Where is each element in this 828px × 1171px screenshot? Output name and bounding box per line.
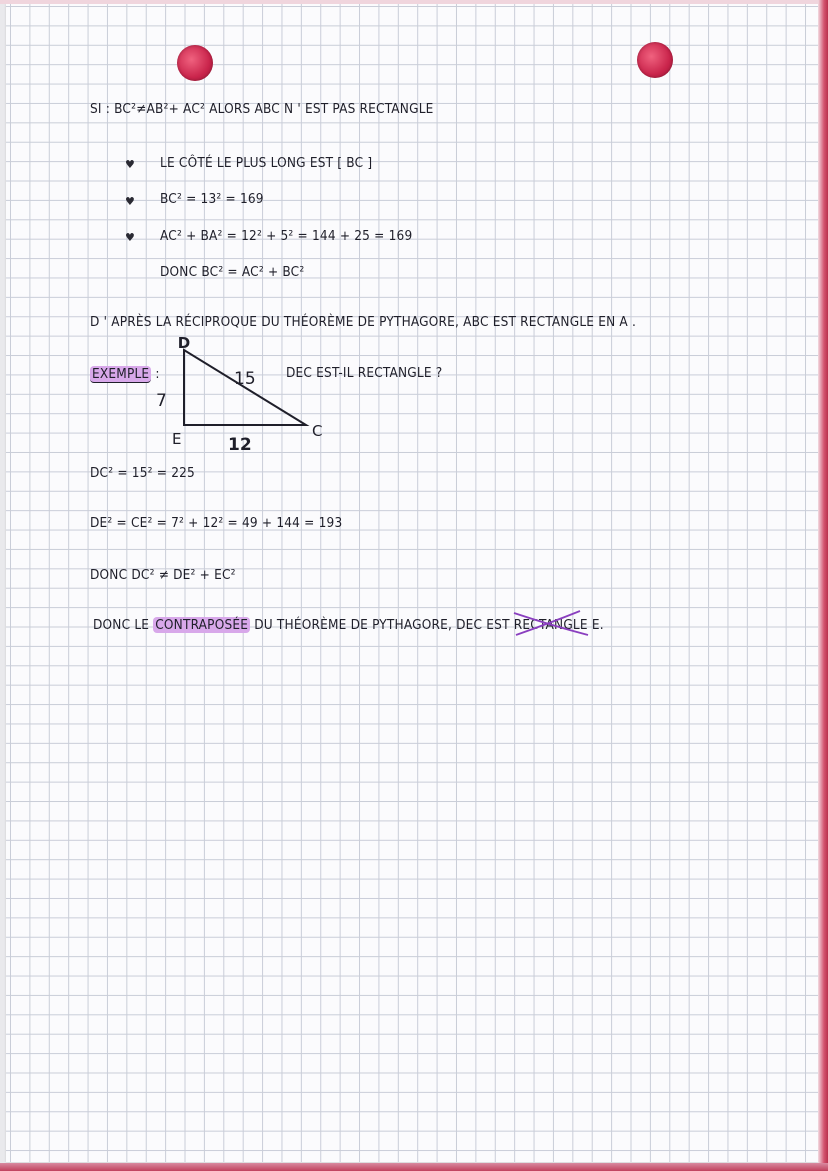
example-question: DEC EST-IL RECTANGLE ? <box>286 365 443 381</box>
donc-line-2: DONC DC² ≠ DE² + EC² <box>90 567 236 583</box>
struck-word-group <box>514 617 588 633</box>
conclusion-line: D ' APRÈS LA RÉCIPROQUE DU THÉORÈME DE PYTHAGORE, ABC EST RECTANGLE EN A . <box>90 314 637 330</box>
punch-hole-right <box>637 42 673 78</box>
heading-line: SI : BC²≠AB²+ AC² ALORS ABC N ' EST PAS RECTANGLE <box>90 101 434 117</box>
side-left-label: 7 <box>156 391 167 411</box>
calc-de-line: DE² = CE² = 7² + 12² = 49 + 144 = 193 <box>90 515 343 531</box>
side-hypotenuse-label: 15 <box>234 369 256 389</box>
final-conclusion-line <box>93 617 604 633</box>
bullet-text-1: LE CÔTÉ LE PLUS LONG EST [ BC ] <box>160 155 373 171</box>
grid-paper <box>6 4 818 1162</box>
paper-top-edge <box>0 0 828 4</box>
final-part-2: DU THÉORÈME DE PYTHAGORE, DEC EST <box>254 617 510 633</box>
punch-hole-left <box>177 45 213 81</box>
paper-bottom-edge <box>0 1163 828 1171</box>
vertex-c-label: C <box>312 422 323 440</box>
vertex-d-label: D <box>177 334 191 352</box>
paper-right-edge <box>818 0 828 1171</box>
final-part-1: DONC LE <box>93 617 150 633</box>
cross-out-mark <box>510 609 590 639</box>
side-bottom-label: 12 <box>228 435 252 455</box>
heart-bullet-icon: ♥ <box>125 195 135 208</box>
example-colon: : <box>155 366 160 382</box>
contraposee-highlight: CONTRAPOSÉE <box>155 617 249 633</box>
bullet-text-2: BC² = 13² = 169 <box>160 191 264 207</box>
calc-dc-line: DC² = 15² = 225 <box>90 465 195 481</box>
bullet-text-3: AC² + BA² = 12² + 5² = 144 + 25 = 169 <box>160 228 413 244</box>
vertex-e-label: E <box>172 430 182 448</box>
triangle-dec-figure <box>140 328 340 460</box>
donc-line-1: DONC BC² = AC² + BC² <box>160 264 305 280</box>
final-part-3: E. <box>591 617 604 633</box>
example-label: EXEMPLE <box>92 366 150 382</box>
heart-bullet-icon: ♥ <box>125 231 135 244</box>
heart-bullet-icon: ♥ <box>125 158 135 171</box>
struck-word: RECTANGLE <box>513 617 588 633</box>
